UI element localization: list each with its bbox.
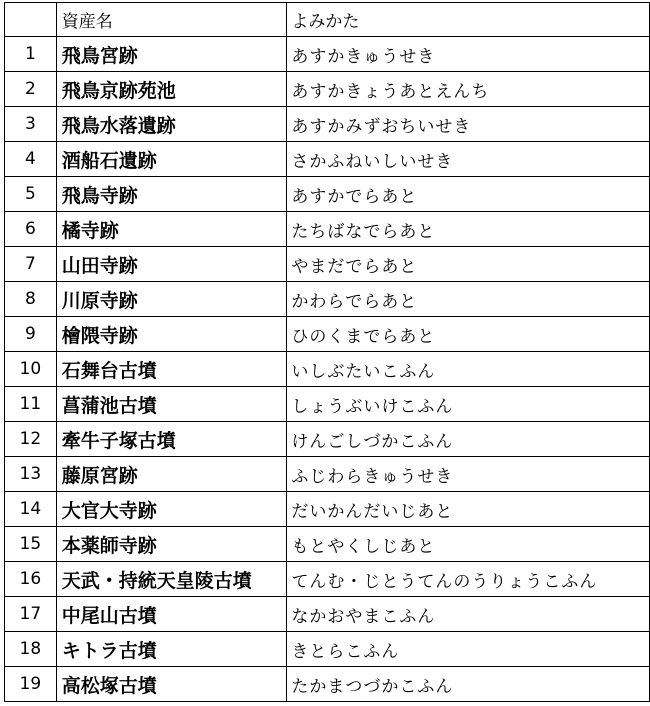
table-header-row [5,3,650,37]
site-name: 川原寺跡 [56,282,287,317]
row-number: 9 [5,317,57,352]
header-site-name: 資産名 [56,3,287,37]
site-name: 藤原宮跡 [56,457,287,492]
site-reading: あすかでらあと [287,177,650,212]
row-number: 4 [5,142,57,177]
row-number: 8 [5,282,57,317]
table-row [5,177,650,212]
row-number: 10 [5,352,57,387]
header-reading: よみかた [287,3,650,37]
site-name: 石舞台古墳 [56,352,287,387]
table-body [5,3,650,702]
site-reading: なかおやまこふん [287,597,650,632]
site-name: 飛鳥水落遺跡 [56,107,287,142]
table-row [5,212,650,247]
row-number: 3 [5,107,57,142]
row-number: 14 [5,492,57,527]
table-row [5,317,650,352]
row-number: 11 [5,387,57,422]
row-number: 6 [5,212,57,247]
site-name: 牽牛子塚古墳 [56,422,287,457]
site-reading: ふじわらきゅうせき [287,457,650,492]
site-name: 本薬師寺跡 [56,527,287,562]
site-name: 高松塚古墳 [56,667,287,702]
heritage-sites-table [4,2,650,702]
site-reading: かわらでらあと [287,282,650,317]
site-name: 飛鳥宮跡 [56,37,287,72]
table-row [5,597,650,632]
table-row [5,422,650,457]
table-row [5,247,650,282]
site-reading: あすかみずおちいせき [287,107,650,142]
row-number: 1 [5,37,57,72]
site-name: 橘寺跡 [56,212,287,247]
row-number: 7 [5,247,57,282]
site-name: 山田寺跡 [56,247,287,282]
table-row [5,72,650,107]
site-name: 飛鳥京跡苑池 [56,72,287,107]
row-number: 18 [5,632,57,667]
row-number: 15 [5,527,57,562]
site-name: 檜隈寺跡 [56,317,287,352]
table-row [5,527,650,562]
site-reading: いしぶたいこふん [287,352,650,387]
row-number: 16 [5,562,57,597]
site-reading: もとやくしじあと [287,527,650,562]
site-reading: しょうぶいけこふん [287,387,650,422]
table-row [5,562,650,597]
row-number: 19 [5,667,57,702]
table-row [5,282,650,317]
site-name: 大官大寺跡 [56,492,287,527]
table-row [5,387,650,422]
site-reading: たかまつづかこふん [287,667,650,702]
table-row [5,37,650,72]
site-reading: あすかきょうあとえんち [287,72,650,107]
site-reading: てんむ・じとうてんのうりょうこふん [287,562,650,597]
site-reading: ひのくまでらあと [287,317,650,352]
table-row [5,107,650,142]
table-row [5,142,650,177]
site-name: 天武・持統天皇陵古墳 [56,562,287,597]
site-reading: けんごしづかこふん [287,422,650,457]
row-number: 2 [5,72,57,107]
row-number: 5 [5,177,57,212]
row-number: 17 [5,597,57,632]
site-name: 菖蒲池古墳 [56,387,287,422]
site-reading: きとらこふん [287,632,650,667]
row-number: 13 [5,457,57,492]
site-reading: あすかきゅうせき [287,37,650,72]
table-row [5,352,650,387]
site-name: 酒船石遺跡 [56,142,287,177]
table-row [5,492,650,527]
table-row [5,632,650,667]
site-reading: やまだでらあと [287,247,650,282]
site-reading: たちばなでらあと [287,212,650,247]
site-name: キトラ古墳 [56,632,287,667]
table-row [5,667,650,702]
row-number: 12 [5,422,57,457]
site-reading: さかふねいしいせき [287,142,650,177]
site-reading: だいかんだいじあと [287,492,650,527]
site-name: 中尾山古墳 [56,597,287,632]
table-row [5,457,650,492]
site-name: 飛鳥寺跡 [56,177,287,212]
header-number [5,3,57,37]
